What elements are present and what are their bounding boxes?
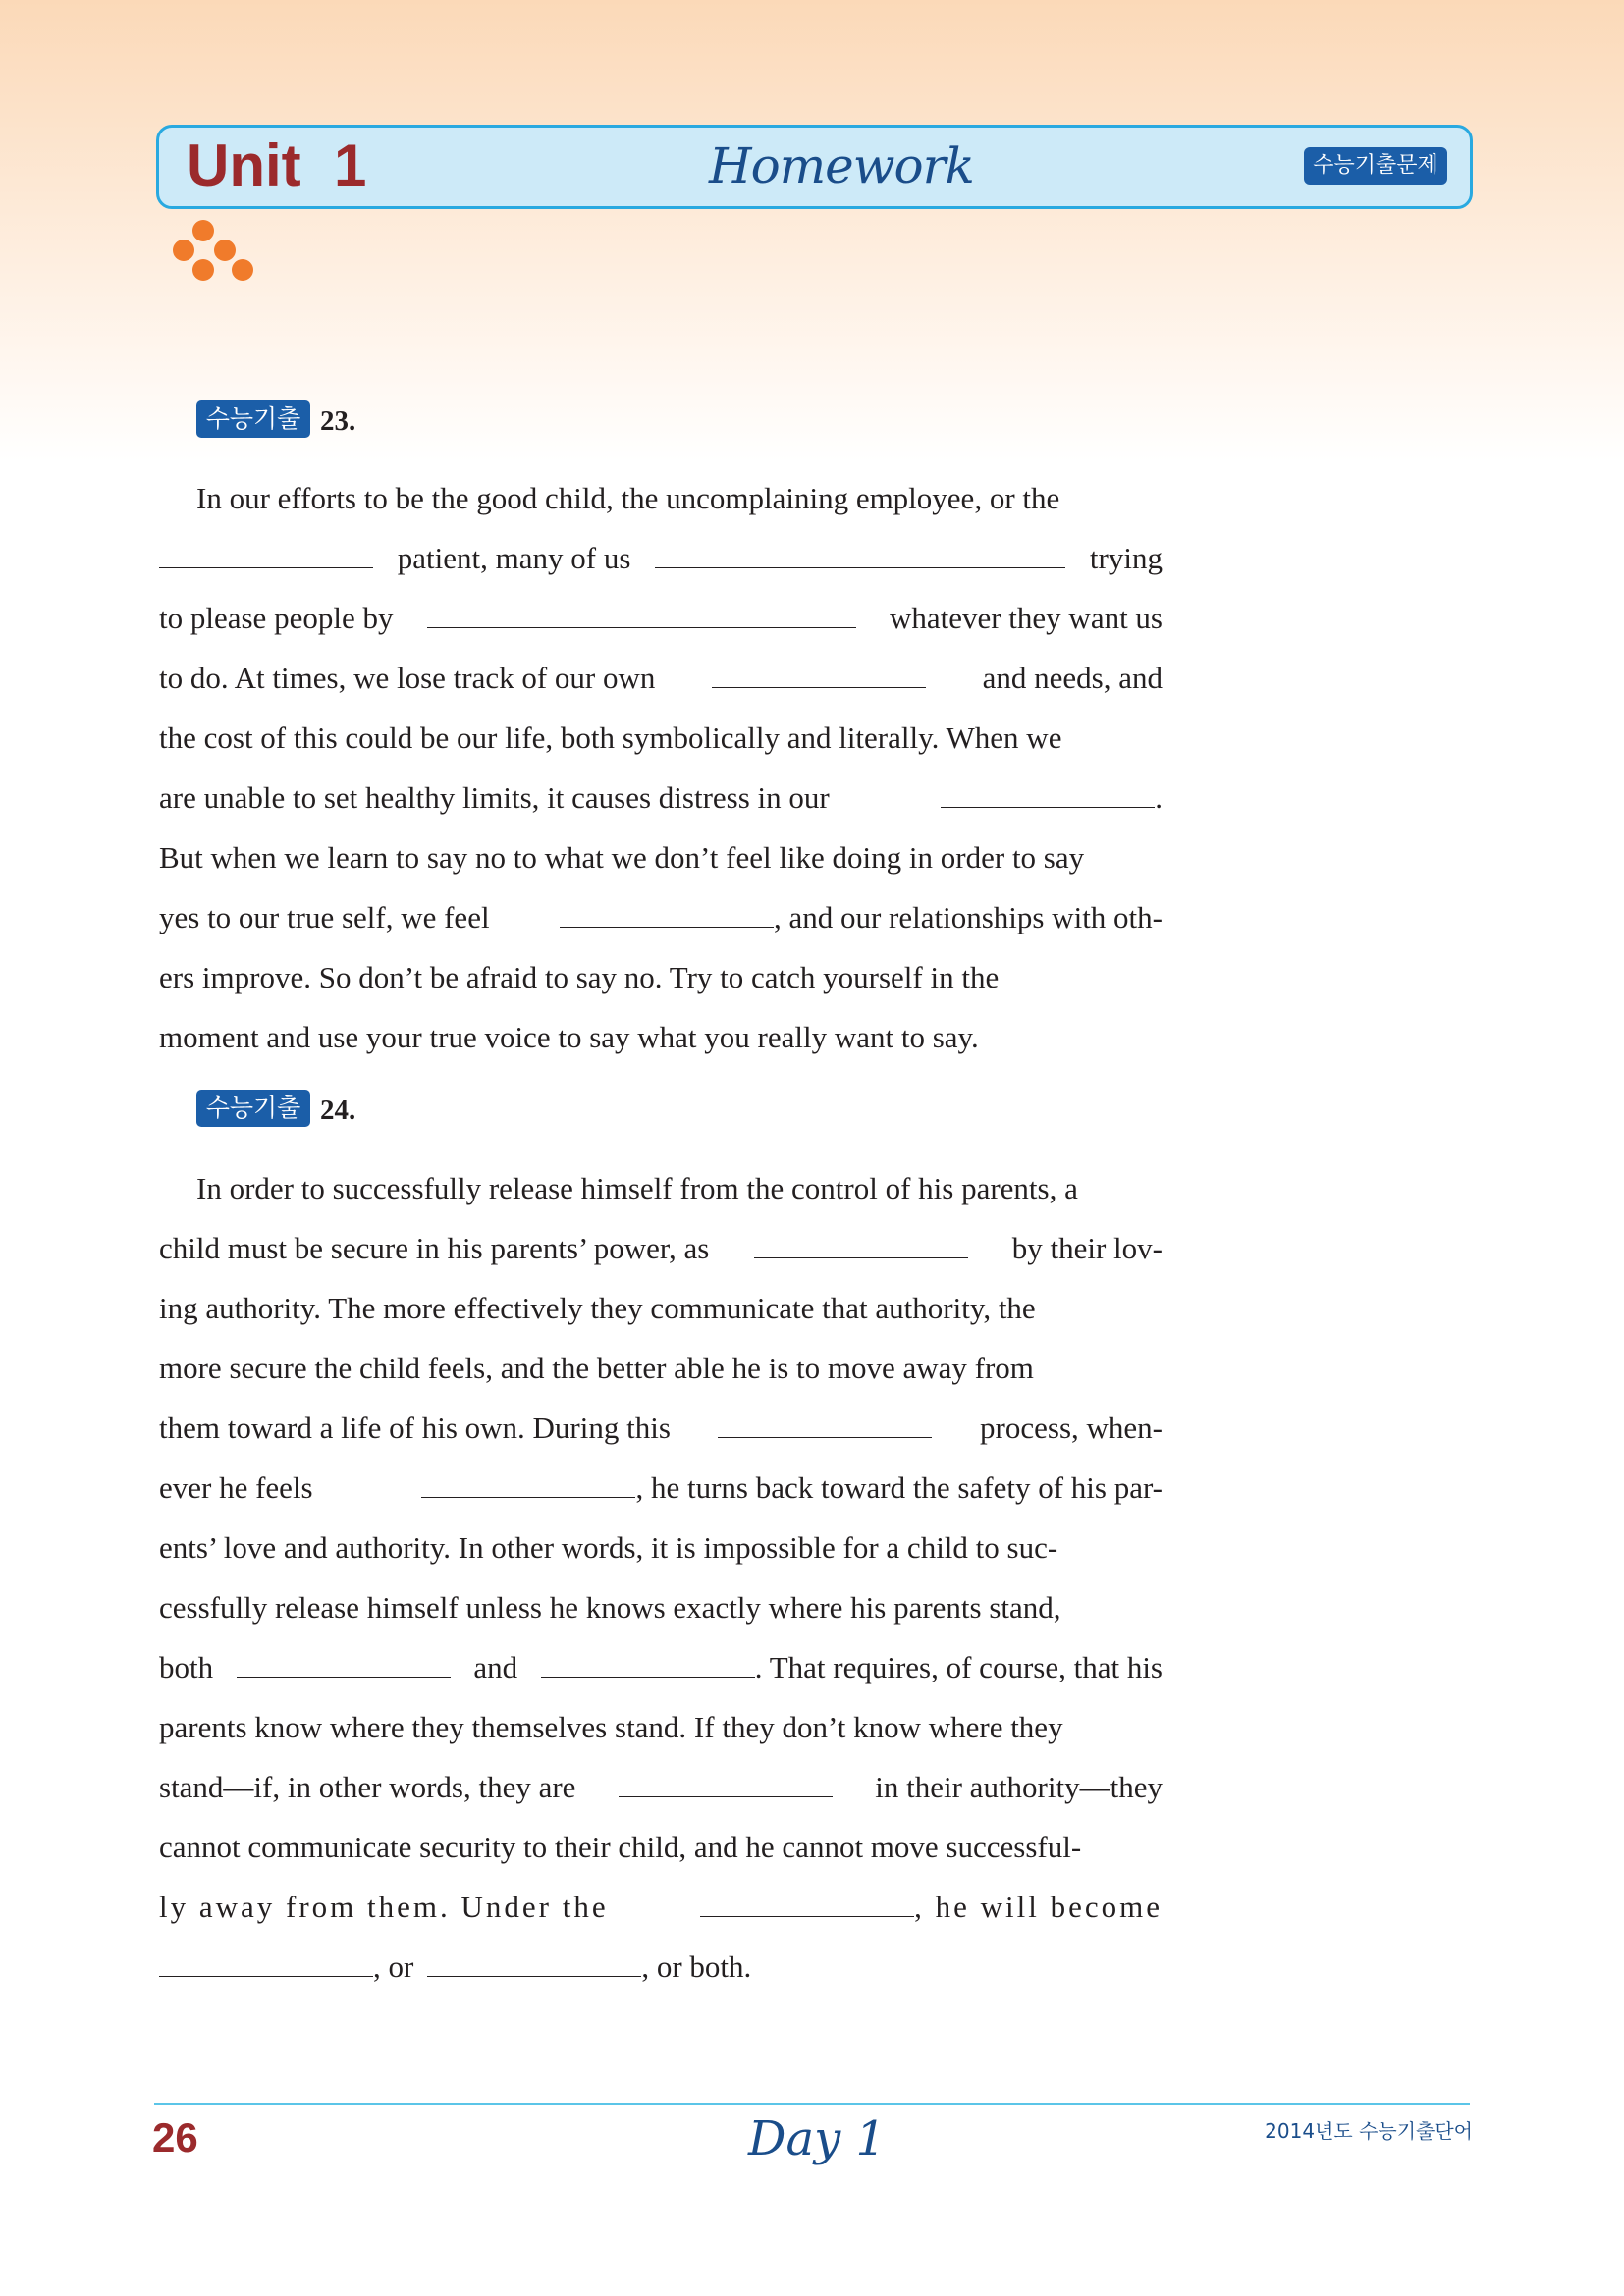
passage-text: ers improve. So don’t be afraid to say no. Try to catch yourself in the [159, 960, 1000, 994]
passage-text: , or [373, 1949, 414, 1984]
answer-blank[interactable] [237, 1655, 451, 1678]
question-badge: 수능기출 [196, 1090, 310, 1127]
passage-text: to please people by [159, 601, 394, 635]
passage-text: to do. At times, we lose track of our own [159, 661, 656, 695]
answer-blank[interactable] [700, 1895, 914, 1917]
answer-blank[interactable] [427, 1954, 641, 1977]
answer-blank[interactable] [619, 1775, 833, 1797]
passage-text: process, when- [980, 1411, 1163, 1445]
passage-line [159, 1287, 1163, 1330]
passage-line [159, 1467, 1163, 1510]
passage-text: In order to successfully release himself from the control of his parents, a [196, 1171, 1078, 1205]
question-number: 23. [320, 405, 356, 437]
passage-text: cannot communicate security to their child, and he cannot move successful- [159, 1830, 1082, 1864]
passage-text: ly away from them. Under the [159, 1890, 609, 1924]
passage-text: , or both. [641, 1949, 752, 1984]
passage-text: in their authority—they [875, 1770, 1163, 1804]
passage-line [196, 477, 1163, 520]
page-number: 26 [152, 2114, 198, 2161]
passage-text: child must be secure in his parents’ power, as [159, 1231, 710, 1265]
passage-text: and [473, 1650, 518, 1684]
answer-blank[interactable] [655, 546, 1065, 568]
book-title: 2014년도 수능기출단어 [1265, 2119, 1473, 2143]
passage-line [159, 717, 1163, 760]
answer-blank[interactable] [427, 606, 856, 628]
passage-line [159, 1016, 1163, 1059]
passage-text: both [159, 1650, 214, 1684]
passage-text: . That requires, of course, that his [754, 1650, 1163, 1684]
passage-text: parents know where they themselves stand. If they don’t know where they [159, 1710, 1063, 1744]
answer-blank[interactable] [159, 1954, 373, 1977]
footer-divider [154, 2103, 1470, 2105]
day-label: Day 1 [748, 2111, 887, 2166]
passage-text: , he turns back toward the safety of his par- [635, 1470, 1163, 1505]
answer-blank[interactable] [712, 666, 926, 688]
question-badge: 수능기출 [196, 400, 310, 438]
passage-text: are unable to set healthy limits, it causes distress in our [159, 780, 830, 815]
passage-line [159, 657, 1163, 700]
exam-badge: 수능기출문제 [1304, 147, 1447, 185]
passage-line [159, 1886, 1163, 1929]
passage-text: , he will become [914, 1890, 1163, 1924]
answer-blank[interactable] [159, 546, 373, 568]
section-title: Homework [709, 137, 974, 194]
unit-header-bar [156, 125, 1473, 209]
answer-blank[interactable] [754, 1236, 968, 1258]
passage-line [159, 1227, 1163, 1270]
passage-line: are unable to set healthy limits, it causes distress in our . [159, 776, 1163, 820]
passage-text: ents’ love and authority. In other words, it is impossible for a child to suc- [159, 1530, 1058, 1565]
passage-line [159, 597, 1163, 640]
passage-line [159, 1766, 1163, 1809]
passage-text: trying [1089, 541, 1163, 575]
passage-line [159, 1347, 1163, 1390]
passage-text: and needs, and [982, 661, 1163, 695]
passage-text: by their lov- [1011, 1231, 1163, 1265]
passage-text: , and our relationships with oth- [773, 900, 1163, 934]
passage-text: more secure the child feels, and the better able he is to move away from [159, 1351, 1034, 1385]
passage-line [159, 1946, 1163, 1989]
unit-title: Unit 1 [187, 133, 367, 198]
answer-blank[interactable] [941, 785, 1155, 808]
answer-blank[interactable] [718, 1415, 932, 1438]
passage-text: stand—if, in other words, they are [159, 1770, 576, 1804]
passage-line [159, 1646, 1163, 1689]
passage-text: In our efforts to be the good child, the uncomplaining employee, or the [196, 481, 1060, 515]
question-number: 24. [320, 1095, 356, 1126]
passage-text: whatever they want us [889, 601, 1163, 635]
answer-blank[interactable] [560, 905, 774, 928]
passage-line [159, 956, 1163, 999]
passage-text: cessfully release himself unless he knows exactly where his parents stand, [159, 1590, 1061, 1625]
passage-line [159, 537, 1163, 580]
passage-line [159, 1586, 1163, 1629]
passage-text: patient, many of us [397, 541, 631, 575]
passage-text: them toward a life of his own. During this [159, 1411, 671, 1445]
passage-text: But when we learn to say no to what we don’t feel like doing in order to say [159, 840, 1085, 875]
decorative-dots-icon [171, 218, 259, 287]
passage-text: moment and use your true voice to say what you really want to say. [159, 1020, 979, 1054]
passage-line [159, 896, 1163, 939]
passage-text: ing authority. The more effectively they communicate that authority, the [159, 1291, 1036, 1325]
passage-line [159, 836, 1163, 880]
passage-line [159, 1526, 1163, 1570]
passage-text: ever he feels [159, 1470, 313, 1505]
passage-line [196, 1167, 1163, 1210]
passage-line [159, 1826, 1163, 1869]
answer-blank[interactable] [421, 1475, 635, 1498]
passage-text: the cost of this could be our life, both symbolically and literally. When we [159, 721, 1062, 755]
passage-line [159, 1407, 1163, 1450]
answer-blank[interactable] [541, 1655, 755, 1678]
passage-text: yes to our true self, we feel [159, 900, 490, 934]
passage-line [159, 1706, 1163, 1749]
